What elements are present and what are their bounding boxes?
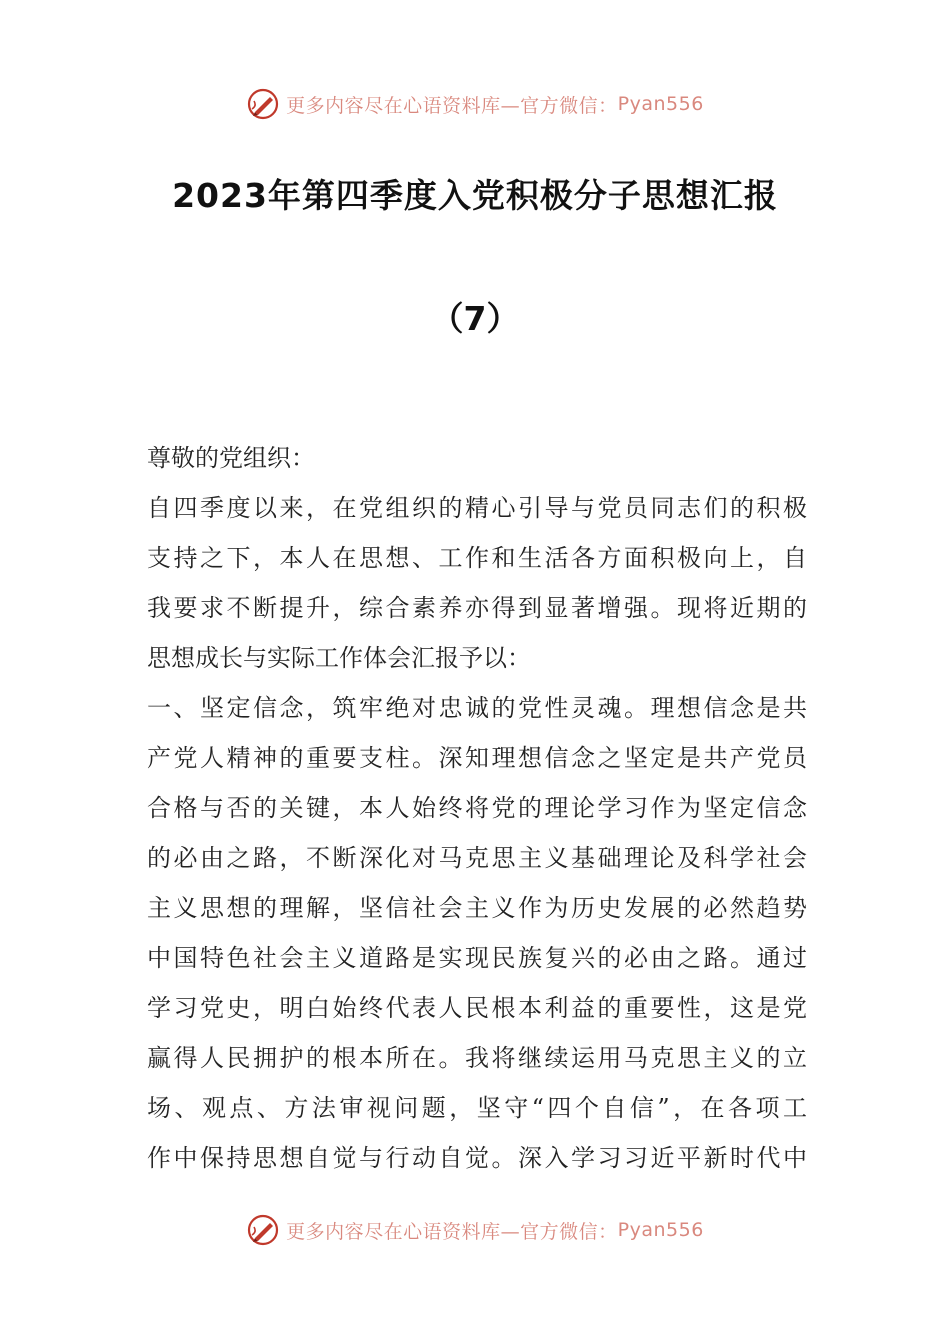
body-line: 赢得人民拥护的根本所在。我将继续运用马克思主义的立 [147, 1044, 807, 1072]
watermark-wechat-id: Pyan556 [617, 1219, 704, 1241]
pen-logo-icon [246, 1213, 280, 1247]
pen-logo-icon [246, 87, 280, 121]
body-line: 合格与否的关键，本人始终将党的理论学习作为坚定信念 [147, 794, 807, 822]
body-line: 中国特色社会主义道路是实现民族复兴的必由之路。通过 [147, 944, 807, 972]
salutation: 尊敬的党组织： [147, 444, 315, 472]
body-line: 思想成长与实际工作体会汇报予以： [147, 644, 531, 672]
body-line: 作中保持思想自觉与行动自觉。深入学习习近平新时代中 [147, 1144, 807, 1172]
body-line: 的必由之路，不断深化对马克思主义基础理论及科学社会 [147, 844, 807, 872]
body-line: 场、观点、方法审视问题，坚守“四个自信”，在各项工 [147, 1094, 807, 1122]
body-line: 自四季度以来，在党组织的精心引导与党员同志们的积极 [147, 494, 807, 522]
watermark-banner-top [0, 84, 950, 124]
document-subtitle: （7） [430, 299, 520, 338]
body-line: 产党人精神的重要支柱。深知理想信念之坚定是共产党员 [147, 744, 807, 772]
document-title: 2023年第四季度入党积极分子思想汇报 [172, 176, 778, 215]
watermark-text: 更多内容尽在心语资料库—官方微信： [286, 1220, 618, 1243]
body-line: 学习党史，明白始终代表人民根本利益的重要性，这是党 [147, 994, 807, 1022]
watermark-banner-bottom [0, 1210, 950, 1250]
body-line: 主义思想的理解，坚信社会主义作为历史发展的必然趋势 [147, 894, 807, 922]
body-line: 支持之下，本人在思想、工作和生活各方面积极向上，自 [147, 544, 807, 572]
watermark-text: 更多内容尽在心语资料库—官方微信： [286, 94, 618, 117]
watermark-wechat-id: Pyan556 [617, 93, 704, 115]
section-heading-line: 一、坚定信念，筑牢绝对忠诚的党性灵魂。理想信念是共 [147, 694, 807, 722]
document-body [147, 433, 807, 1183]
body-line: 我要求不断提升，综合素养亦得到显著增强。现将近期的 [147, 594, 807, 622]
